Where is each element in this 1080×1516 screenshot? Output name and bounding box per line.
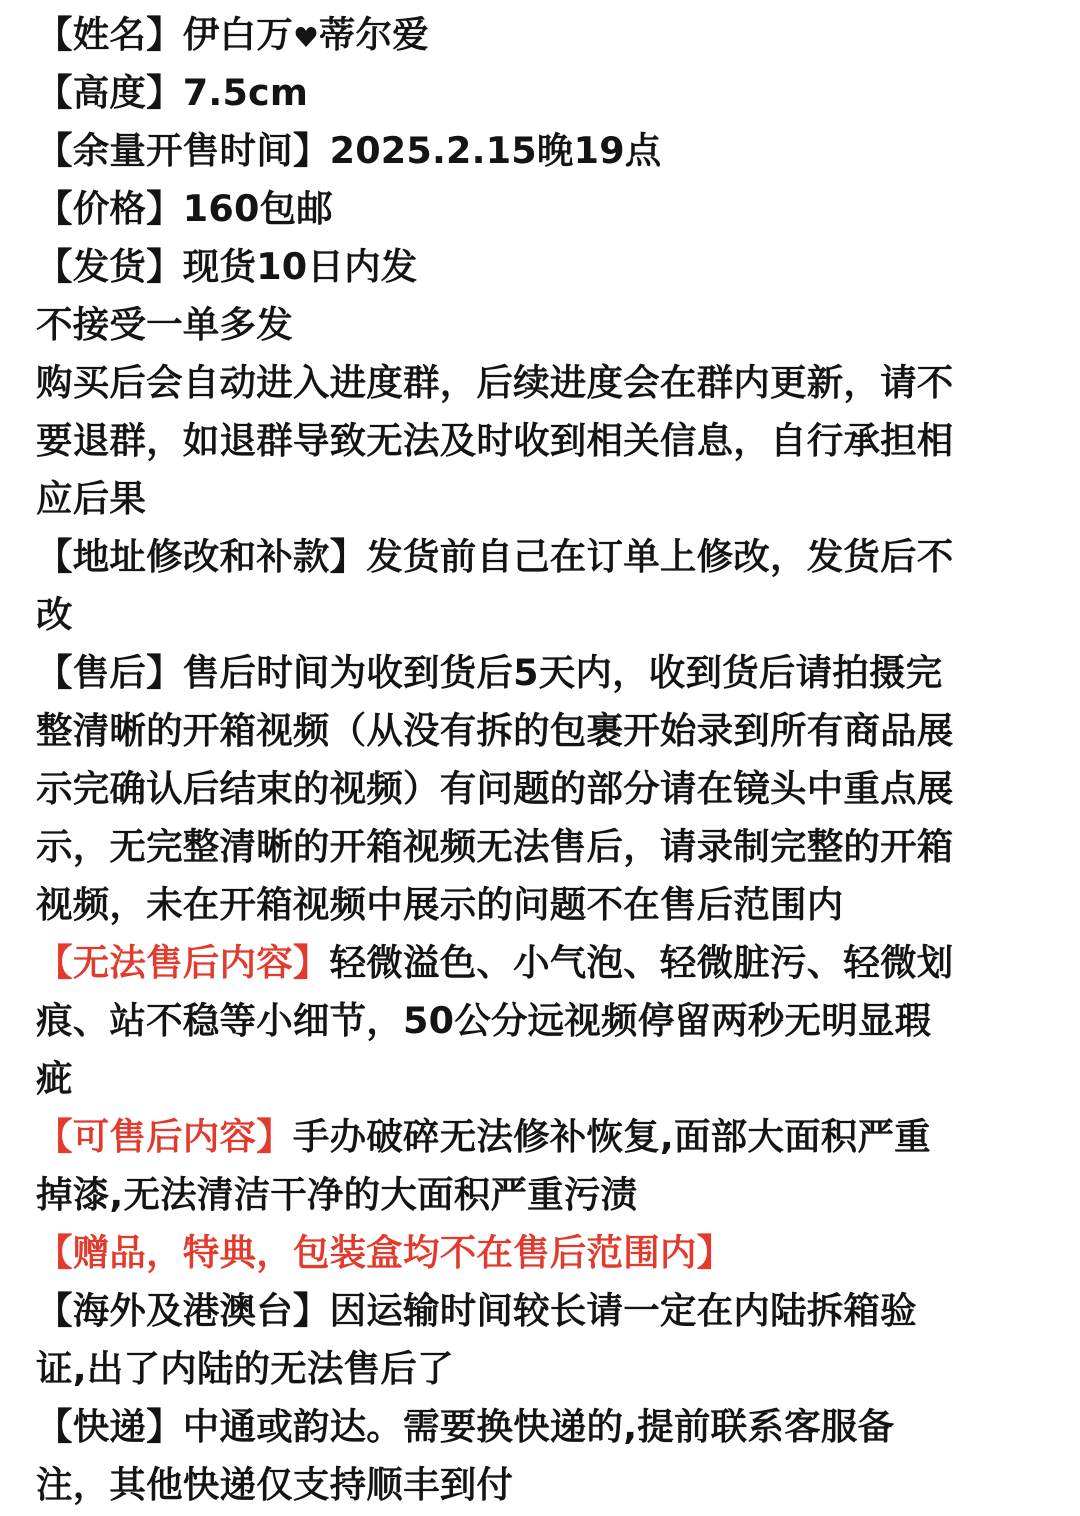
text-line-no-aftersale-1 bbox=[36, 934, 1044, 992]
text-line-courier-2: 注，其他快递仅支持顺丰到付 bbox=[36, 1463, 514, 1506]
text-line-overseas-2: 证,出了内陆的无法售后了 bbox=[36, 1347, 454, 1390]
text-line-height: 【高度】7.5cm bbox=[36, 71, 309, 114]
text-line-group-1: 购买后会自动进入进度群，后续进度会在群内更新，请不 bbox=[36, 361, 954, 404]
no-aftersale-heading: 【无法售后内容】 bbox=[36, 941, 330, 984]
text-line-sale-time: 【余量开售时间】2025.2.15晚19点 bbox=[36, 129, 662, 172]
text-line-aftersale-5: 视频，未在开箱视频中展示的问题不在售后范围内 bbox=[36, 883, 844, 926]
text-line-name bbox=[36, 6, 1044, 64]
text-line-group-2: 要退群，如退群导致无法及时收到相关信息，自行承担相 bbox=[36, 419, 954, 462]
heart-icon bbox=[295, 8, 317, 65]
name-suffix: 蒂尔爱 bbox=[318, 13, 430, 56]
text-line-aftersale-4: 示，无完整清晰的开箱视频无法售后，请录制完整的开箱 bbox=[36, 825, 954, 868]
text-line-gifts-excluded: 【赠品，特典，包装盒均不在售后范围内】 bbox=[36, 1231, 734, 1274]
can-aftersale-heading: 【可售后内容】 bbox=[36, 1115, 293, 1158]
text-line-group-3: 应后果 bbox=[36, 477, 147, 520]
name-label: 【姓名】伊白万 bbox=[36, 13, 293, 56]
text-line-address-1: 【地址修改和补款】发货前自己在订单上修改，发货后不 bbox=[36, 535, 954, 578]
text-line-aftersale-3: 示完确认后结束的视频）有问题的部分请在镜头中重点展 bbox=[36, 767, 954, 810]
text-line-no-aftersale-2: 痕、站不稳等小细节，50公分远视频停留两秒无明显瑕 bbox=[36, 999, 932, 1042]
text-line-overseas-1: 【海外及港澳台】因运输时间较长请一定在内陆拆箱验 bbox=[36, 1289, 917, 1332]
text-line-shipping: 【发货】现货10日内发 bbox=[36, 245, 418, 288]
text-line-aftersale-2: 整清晰的开箱视频（从没有拆的包裹开始录到所有商品展 bbox=[36, 709, 954, 752]
text-line-aftersale-1: 【售后】售后时间为收到货后5天内，收到货后请拍摄完 bbox=[36, 651, 943, 694]
text-line-no-aftersale-3: 疵 bbox=[36, 1057, 73, 1100]
text-line-price: 【价格】160包邮 bbox=[36, 187, 333, 230]
can-aftersale-text: 手办破碎无法修补恢复,面部大面积严重 bbox=[292, 1115, 931, 1158]
text-line-courier-1: 【快递】中通或韵达。需要换快递的,提前联系客服备 bbox=[36, 1405, 895, 1448]
no-aftersale-text: 轻微溢色、小气泡、轻微脏污、轻微划 bbox=[329, 941, 954, 984]
text-line-can-aftersale-2: 掉漆,无法清洁干净的大面积严重污渍 bbox=[36, 1173, 638, 1216]
text-line-can-aftersale-1 bbox=[36, 1108, 1044, 1166]
text-line-address-2: 改 bbox=[36, 593, 73, 636]
text-line-no-multi: 不接受一单多发 bbox=[36, 303, 293, 346]
